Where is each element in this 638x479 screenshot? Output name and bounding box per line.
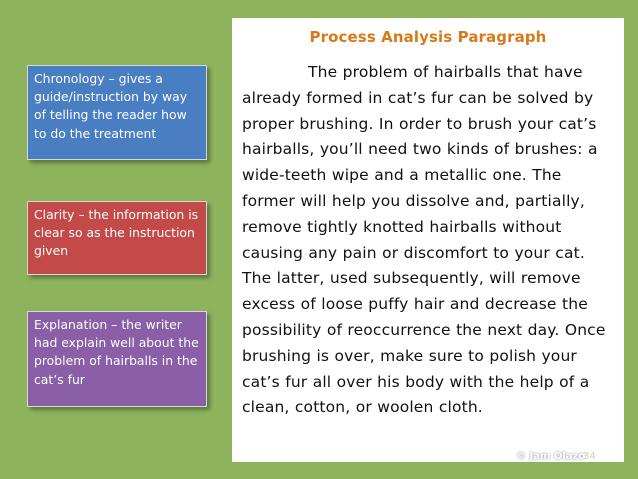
panel-title: Process Analysis Paragraph bbox=[309, 28, 547, 46]
note-chronology-text: Chronology – gives a guide/instruction by way of telling the reader how to do the treatment bbox=[34, 71, 188, 141]
note-clarity bbox=[27, 201, 207, 275]
note-explanation-text: Explanation – the writer had explain well about the problem of hairballs in the cat’s fur bbox=[34, 317, 199, 387]
panel-body: The problem of hairballs that have already formed in cat’s fur can be solved by proper brushing. In order to brush your cat’s hairballs, you’ll need two kinds of brushes: a wide-teeth wipe and a metallic one. The former will help you dissolve and, partially, remove tightly knotted hairballs without causing any pain or discomfort to your cat. The latter, used subsequently, will remove excess of loose puffy hair and decrease the possibility of reoccurrence the next day. Once brushing is over, make sure to polish your cat’s fur all over his body with the help of a clean, cotton, or woolen cloth. bbox=[242, 63, 606, 417]
footer-credit: © Jam Olazo bbox=[516, 451, 586, 462]
note-clarity-text: Clarity – the information is clear so as the instruction given bbox=[34, 207, 199, 259]
content-panel bbox=[232, 18, 624, 462]
page-number: 34 bbox=[583, 451, 596, 462]
note-chronology bbox=[27, 65, 207, 160]
note-explanation bbox=[27, 311, 207, 407]
